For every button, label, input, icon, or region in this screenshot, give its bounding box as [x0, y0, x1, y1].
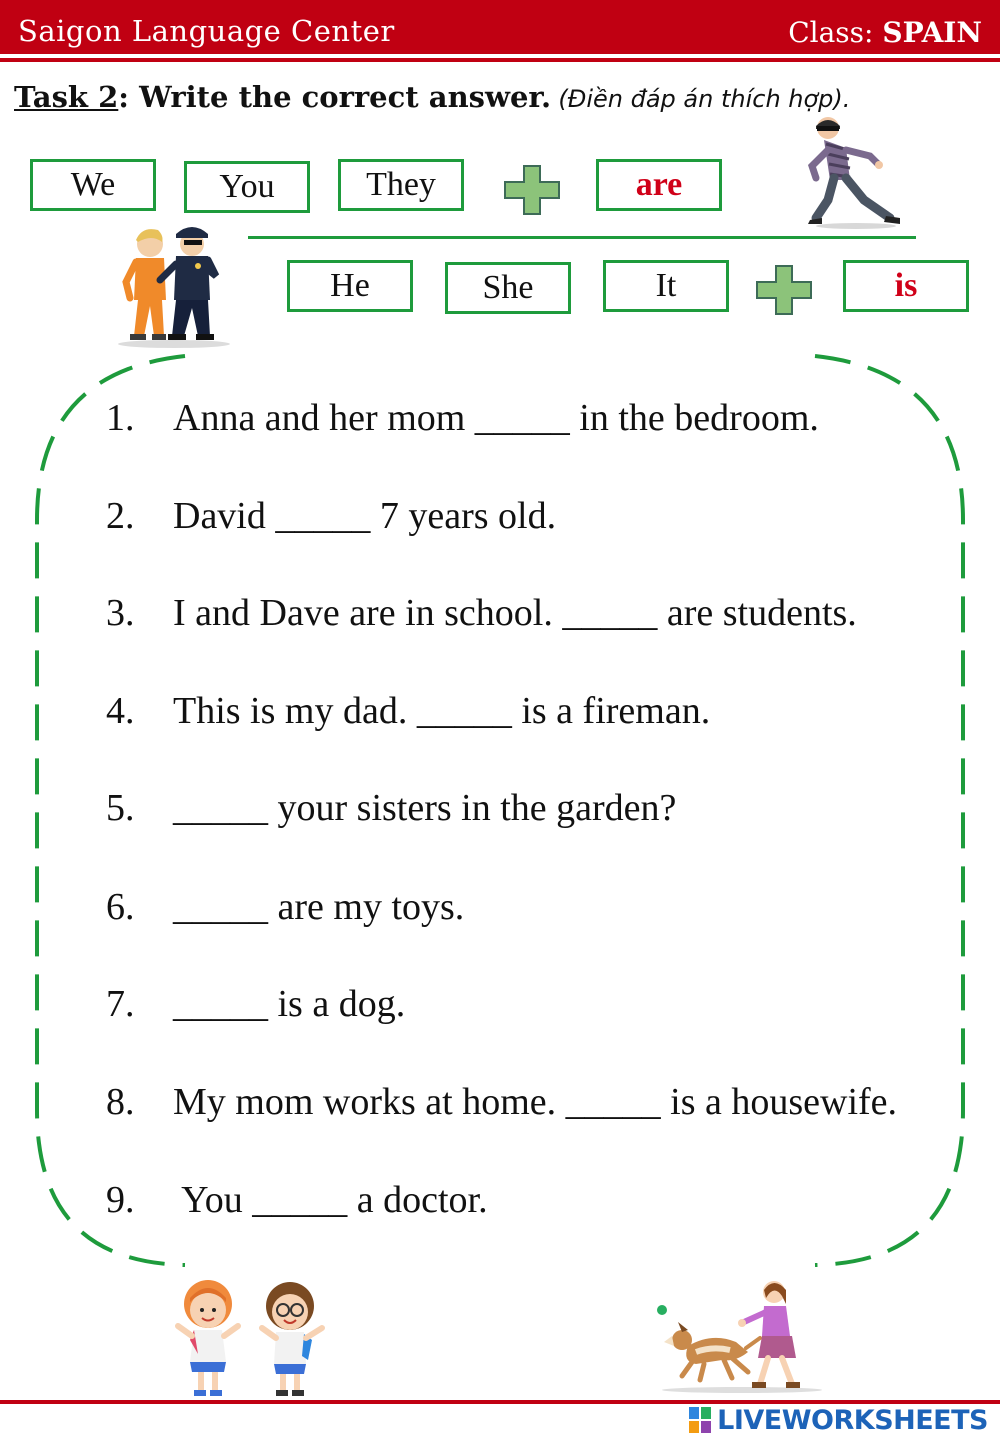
question-text: David _____ 7 years old. [173, 495, 557, 537]
question-text: My mom works at home. _____ is a housewife. [173, 1081, 898, 1123]
question-4 [106, 689, 710, 733]
section-divider [248, 236, 916, 239]
pronoun-box-he: He [287, 260, 413, 312]
brand-logo-icon [689, 1407, 713, 1435]
brand-footer [689, 1405, 988, 1436]
question-3 [106, 591, 857, 635]
class-label [788, 16, 982, 49]
thief-illustration [806, 114, 906, 230]
task-instruction: : Write the correct answer. [118, 80, 552, 114]
question-number: 4. [106, 690, 135, 732]
police-prisoner-illustration [112, 220, 236, 350]
task-label: Task 2 [14, 80, 119, 114]
question-number: 7. [106, 983, 135, 1025]
pronoun-box-they: They [338, 159, 464, 211]
plus-icon [503, 164, 561, 216]
question-number: 2. [106, 495, 135, 537]
question-number: 5. [106, 787, 135, 829]
students-illustration [172, 1270, 332, 1402]
question-text: I and Dave are in school. _____ are students. [173, 592, 857, 634]
pronoun-box-you: You [184, 161, 310, 213]
question-8 [106, 1080, 897, 1124]
task-heading [14, 80, 850, 115]
task-translation: (Điền đáp án thích hợp). [558, 85, 851, 113]
question-number: 3. [106, 592, 135, 634]
question-9 [106, 1178, 488, 1222]
header-divider [0, 58, 1000, 62]
pronoun-box-she: She [445, 262, 571, 314]
question-text: This is my dad. _____ is a fireman. [173, 690, 711, 732]
school-name: Saigon Language Center [18, 14, 395, 48]
footer-divider [0, 1400, 1000, 1404]
question-2 [106, 494, 556, 538]
pronoun-box-we: We [30, 159, 156, 211]
pronoun-box-it: It [603, 260, 729, 312]
girl-dog-illustration [652, 1276, 824, 1396]
verb-box-are: are [596, 159, 722, 211]
question-6 [106, 885, 464, 929]
brand-name: LIVEWORKSHEETS [717, 1405, 988, 1436]
question-number: 6. [106, 886, 135, 928]
question-7 [106, 982, 405, 1026]
question-number: 1. [106, 397, 135, 439]
class-label-text: Class: [788, 16, 874, 49]
question-text: _____ your sisters in the garden? [173, 787, 677, 829]
header-bar [0, 0, 1000, 54]
class-name: SPAIN [882, 16, 982, 49]
question-number: 9. [106, 1179, 135, 1221]
question-number: 8. [106, 1081, 135, 1123]
question-text: Anna and her mom _____ in the bedroom. [173, 397, 819, 439]
verb-box-is: is [843, 260, 969, 312]
question-5 [106, 786, 676, 830]
question-text: _____ are my toys. [173, 886, 465, 928]
question-text: _____ is a dog. [173, 983, 406, 1025]
question-1 [106, 396, 819, 440]
plus-icon [755, 264, 813, 316]
question-text: You _____ a doctor. [173, 1179, 488, 1221]
